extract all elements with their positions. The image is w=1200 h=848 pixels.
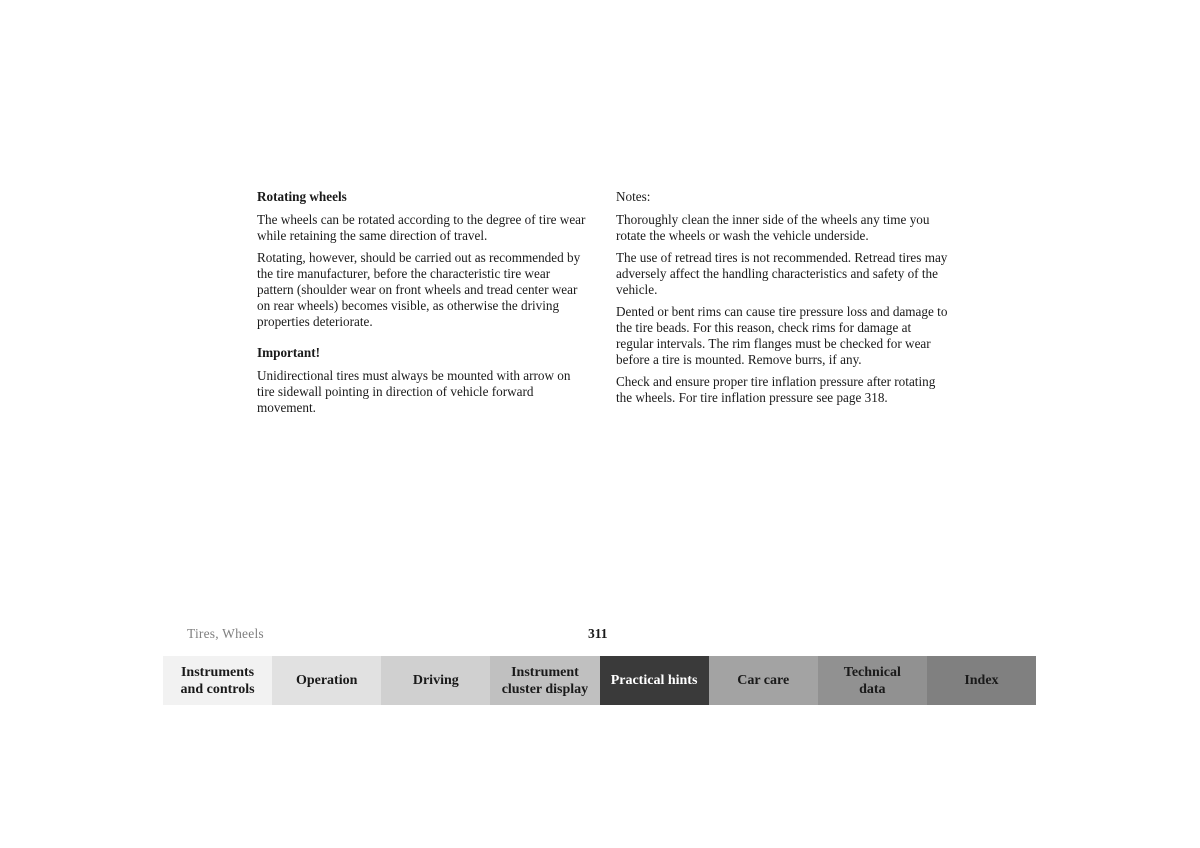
important-text: Unidirectional tires must always be mounted with arrow on tire sidewall pointing in direction of vehicle forward movement. <box>257 368 571 415</box>
notes-label: Notes: <box>616 189 651 204</box>
note-paragraph: Check and ensure proper tire inflation pressure after rotating the wheels. For tire inflation pressure see page 318. <box>616 374 936 405</box>
tab-practical-hints[interactable] <box>600 656 709 705</box>
tab-operation[interactable] <box>272 656 381 705</box>
page-number: 311 <box>588 626 608 641</box>
tab-label: Index <box>964 673 999 688</box>
tab-label: Operation <box>295 673 358 688</box>
section-title: Tires, Wheels <box>187 626 264 641</box>
tab-car-care[interactable] <box>709 656 818 705</box>
paragraph: The wheels can be rotated according to the degree of tire wear while retaining the same direction of travel. <box>257 212 586 243</box>
paragraph: Rotating, however, should be carried out as recommended by the tire manufacturer, before the characteristic tire wear pattern (shoulder wear on front wheels and tread center wear on rear wheels) becomes visible, as otherwise the driving properties deteriorate. <box>257 250 581 329</box>
tab-label: Driving <box>412 673 459 688</box>
tab-label: Practical hints <box>610 673 698 688</box>
note-paragraph: The use of retread tires is not recommended. Retread tires may adversely affect the handling characteristics and safety of the vehicle. <box>616 250 948 297</box>
note-paragraph: Thoroughly clean the inner side of the wheels any time you rotate the wheels or wash the vehicle underside. <box>616 212 930 243</box>
tab-label: Technical data <box>843 664 901 697</box>
tab-technical-data[interactable] <box>818 656 927 705</box>
left-column <box>257 189 587 422</box>
section-heading: Rotating wheels <box>257 189 347 204</box>
chapter-tabs <box>163 656 1036 705</box>
tab-driving[interactable] <box>381 656 490 705</box>
tab-label: Instruments and controls <box>180 664 255 697</box>
important-heading: Important! <box>257 345 321 360</box>
right-column <box>616 189 951 412</box>
tab-instruments-and-controls[interactable] <box>163 656 272 705</box>
tab-index[interactable] <box>927 656 1036 705</box>
tab-instrument-cluster-display[interactable] <box>490 656 599 705</box>
tab-label: Car care <box>737 673 790 688</box>
tab-label: Instrument cluster display <box>501 664 589 697</box>
note-paragraph: Dented or bent rims can cause tire pressure loss and damage to the tire beads. For this reason, check rims for damage at regular intervals. The rim flanges must be checked for wear before a tire is mounted. Remove burrs, if any. <box>616 304 948 367</box>
